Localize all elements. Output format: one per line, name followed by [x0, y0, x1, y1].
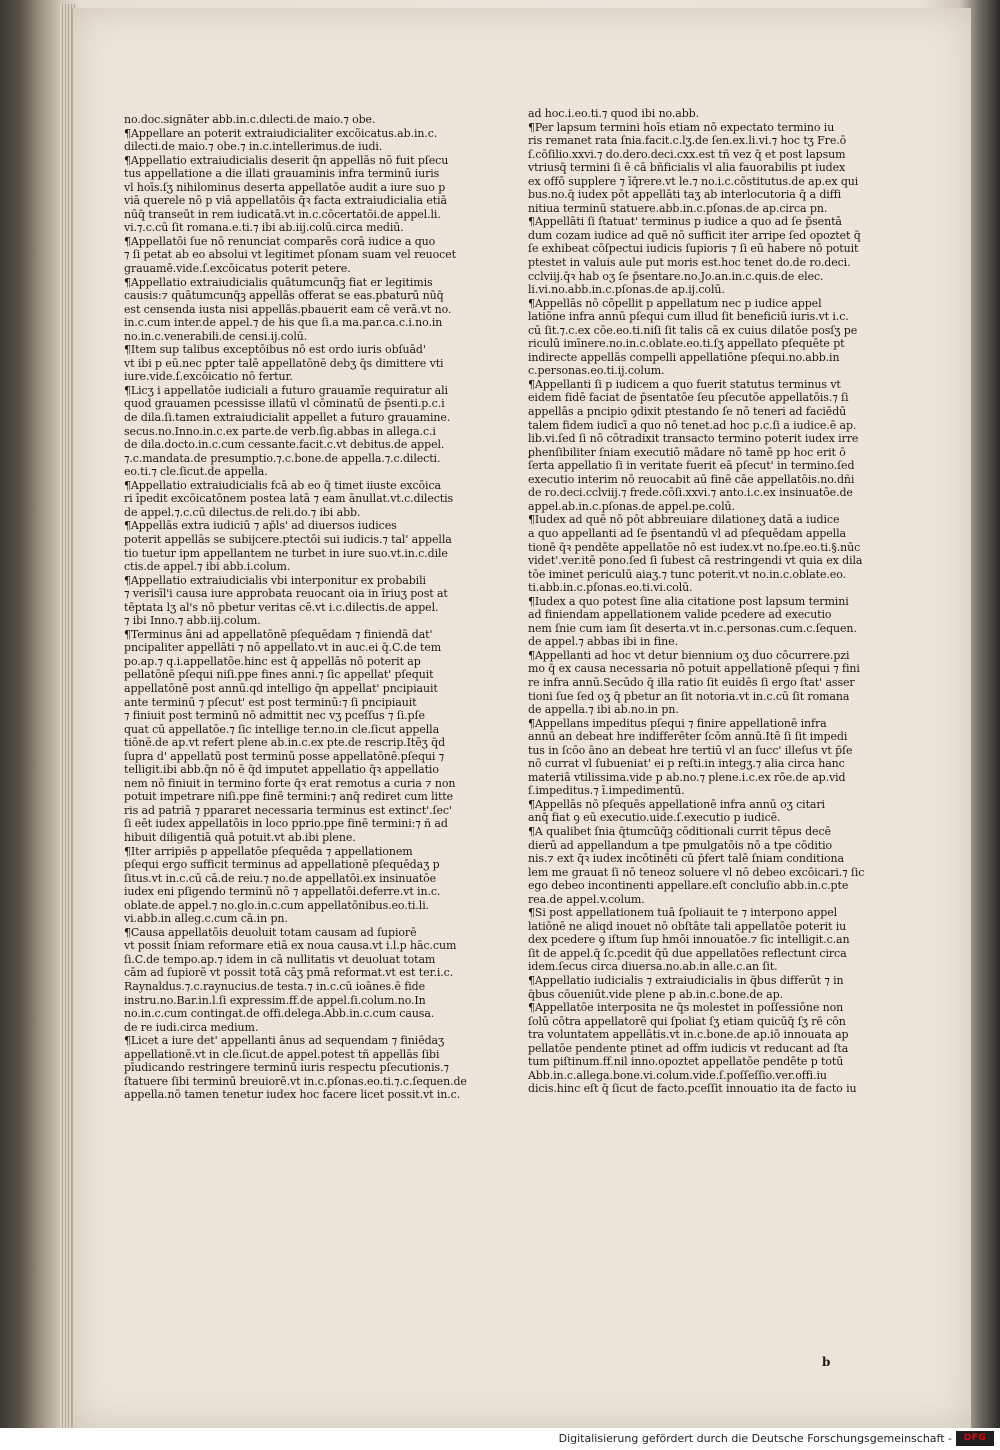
text-line: ¶Appellatio extraiudicialis deserit̄ q̄n appellās nō fuit pſecu — [124, 153, 449, 167]
text-line: ctis.de appel.⁊ ibi abb.i.colum. — [124, 560, 291, 574]
text-line: bus.no.q̄ iudex pōt appellāti taʒ ab interlocutoria q̄ a diffi — [528, 188, 842, 202]
text-line: ¶Appellās nō cōpellit̄ p appellatum nec p iudice appel — [528, 296, 822, 310]
text-line: ris remanet rata ſnia.facit.c.lʒ.de ſen.ex.li.vi.⁊ hoc tʒ Fre.ō — [528, 134, 847, 148]
text-line: ſ.impeditus.⁊ ī.impedimentū. — [528, 784, 685, 798]
text-line: vl̄ hoīs.ſʒ nihilominus deserta appellatōe audit a iure suo p — [124, 180, 446, 194]
text-line: li.vi.no.abb.in.c.pſonas.de ap.ij.colū. — [528, 283, 725, 297]
text-line: ⁊ verisīl'i causa iure approbata reuocant oia in īriuʒ post at — [124, 587, 448, 601]
text-line: causis:⁊ quātumcunq̄ꝫ appellās offerat se eas.pbaturū nūq̄ — [124, 289, 444, 303]
text-line: potuit impetrare niſi.ppe finē termini:⁊ anq̄ rediret cum litte — [124, 790, 454, 804]
text-line: ¶Licet a iure det' appellanti ānus ad sequendam ⁊ finiēdaʒ — [124, 1034, 445, 1048]
text-line: appellatōnē post annū.qd̄ intelligo q̄n appellat' pncipiauit — [124, 681, 438, 695]
text-line: dex pcedere ꝯ iſtum ſup hmōi innouatōe.⁊ ſic intelligit.c.an — [528, 933, 850, 947]
text-line: quod grauamen pcessisse illatū vl̄ cōminatū de p̄senti.p.c.i — [124, 397, 445, 411]
text-line: re infra annū.Secūdo q̄ illa ratio ſit euidēs ſi ergo ſtat' asser — [528, 675, 855, 689]
text-line: tēptata lʒ al's nō pbetur veritas cē.vt i.c.dilectis.de appel. — [124, 600, 439, 614]
text-line: cū ſit.⁊.c.ex cōe.eo.ti.niſi ſit talis cā ex cuius dilatōe posſʒ pe — [528, 323, 858, 337]
text-line: de ro.deci.cclviij.⁊ frede.cōſi.xxvi.⁊ anto.i.c.ex insinuatōe.de — [528, 486, 853, 500]
text-line: tra voluntatem appellātis.vt in.c.bone.de ap.iō innouata ap — [528, 1028, 849, 1042]
text-line: viā querele nō p viā appellatōis q̄ꝛ facta extraiudicialia etiā — [124, 194, 447, 208]
text-line: ſupra d' appellatū post terminū posse appellatōnē.pſequi ⁊ — [124, 749, 445, 763]
text-line: ante terminū ⁊ pſecut' est post terminū:⁊ ſi pncipiauit — [124, 695, 417, 709]
text-line: appella.nō tamen tenetur iudex hoc facere licet possit.vt in.c. — [124, 1088, 461, 1102]
text-line: eidem fidē faciat de p̄sentatōe ſeu pſecutōe appellatōis.⁊ ſi — [528, 391, 849, 405]
text-line: q̄bus cōueniūt.vide plene p ab.in.c.bone.de ap. — [528, 987, 783, 1001]
text-line: iure.vide.ſ.excōicatio nō fertur. — [124, 370, 293, 384]
text-line: de appella.⁊ ibi ab.no.in pn. — [528, 703, 679, 717]
text-line: nem nō finiuit in termino forte q̄ꝛ erat remotus a curia ⁊ non — [124, 776, 456, 790]
text-line: ¶Appellatōi ſue nō renunciat comparēs corā iudice a quo — [124, 234, 436, 248]
text-line: executio interim nō reuocabit aū finē cāe appellatōis.no.dñi — [528, 472, 855, 486]
text-line: vi.⁊.c.cū ſit romana.e.ti.⁊ ibi ab.iij.colū.circa mediū. — [124, 221, 404, 235]
left-text-column — [124, 113, 484, 1102]
text-line: nō currat vl̄ ſubueniat' ei p reſti.in integʒ.⁊ alia circa hanc — [528, 757, 845, 771]
text-line: est censenda iusta nisi appellās.pbauerit eam cē verā.vt no. — [124, 302, 452, 316]
text-line: ¶Appellās nō pſequēs appellationē infra annū oʒ citari — [528, 797, 825, 811]
text-line: grauamē.vide.ſ.excōicatus poterit petere. — [124, 262, 351, 276]
text-line: quat̄ cū appellatōe.⁊ ſic intellige ter.no.in cle.ſicut appella — [124, 722, 440, 736]
text-line: ⁊ ibi Inno.⁊ abb.iij.colum. — [124, 614, 261, 628]
text-line: de appel.⁊.c.cū dilectus.de reli.do.⁊ ibi abb. — [124, 505, 361, 519]
text-line: vi.abb.in alleg.c.cum cā.in pn. — [124, 912, 288, 926]
text-line: a quo appellanti ad ſe p̄sentandū vl̄ ad pſequēdam appella — [528, 526, 846, 540]
text-line: ¶Appellatio extraiudicialis fcā ab eo q̄ timet iiuste excōica — [124, 478, 441, 492]
text-line: in.c.cum inter.de appel.⁊ de his que ſi.a ma.par.ca.c.i.no.in — [124, 316, 443, 330]
text-line: mo q̄ ex causa necessaria nō potuit appellationē pſequi ⁊ fini — [528, 662, 860, 676]
text-line: ſit de appel.q̄ ſc.pcedit q̄ū due appellatōes reflectunt circa — [528, 946, 847, 960]
text-line: anq̄ fiat ꝯ eū executio.uide.ſ.executio p iudicē. — [528, 811, 781, 825]
text-line: tiōnē.de ap.vt refert plene ab.in.c.ex pte.de rescrip.Itēʒ q̄d — [124, 736, 446, 750]
text-line: ¶Appellare an poterit extraiudicialiter excõicatus.ab.in.c. — [124, 126, 438, 140]
text-line: ſitus.vt in.c.cū cā.de reiu.⁊ no.de appellatōi.ex insinuatōe — [124, 871, 437, 885]
text-line: lib.vi.ſed ſi nō cōtradixit transacto termino poterit iudex irre — [528, 432, 859, 446]
text-line: ego debeo incontinenti appellare.eſt concluſio abb.in.c.pte — [528, 879, 849, 893]
text-line: tioni ſue ſed oʒ q̄ pbetur an ſit notoria.vt in.c.cū ſit romana — [528, 689, 850, 703]
text-line: po.ap.⁊ q.i.appellatōe.hinc est q̄ appellās nō poterit ap — [124, 654, 421, 668]
right-text-column — [528, 107, 888, 1096]
text-line: ¶Appellās extra iudiciū ⁊ ap̄ls' ad diuersos iudices — [124, 519, 397, 533]
text-line: ¶Appellatōe interposita ne q̄s molestet in poſſessiōne non — [528, 1001, 844, 1015]
text-line: riculū imīnere.no.in.c.oblate.eo.ti.ſʒ appellato pſequēte pt — [528, 337, 845, 351]
text-line: ¶Appellatio extraiudicialis vbi interponitur ex probabili — [124, 573, 426, 587]
text-line: de dila.docto.in.c.cum cessante.facit.c.vt debitus.de appel. — [124, 438, 445, 452]
text-line: ris ad patriā ⁊ ppararet necessaria terminus est extinct'.ſec' — [124, 803, 452, 817]
text-line: cām ad ſupiorē vt possit totā cāʒ pmā reformat.vt est ter.i.c. — [124, 966, 454, 980]
text-line: secus.no.Inno.in.c.ex parte.de verb.ſig.abbas in allega.c.i — [124, 424, 436, 438]
text-line: lem me grauat ſi nō teneoz soluere vl̄ nō debeo excōicari.⁊ ſic — [528, 865, 865, 879]
text-line: telligit.ibi abb.q̄n nō ē q̄d imputet appellatio q̄ꝛ appellatio — [124, 763, 439, 777]
text-line: ſerta appellatio ſi in veritate fuerit eā pſecut' in termino.ſed — [528, 459, 855, 473]
text-line: pellatōe pendente ptinet ad offm iudicis vt reducant ad ſta — [528, 1041, 849, 1055]
text-line: ¶Si post appellationem tuā ſpoliauit te ⁊ interpono appel — [528, 906, 838, 920]
text-line: de re iudi.circa medium. — [124, 1020, 259, 1034]
text-line: ¶Appellans impeditus pſequi ⁊ finire appellationē infra — [528, 716, 827, 730]
text-line: iudex eni pſigendo terminū nō ⁊ appellatōi.deferre.vt in.c. — [124, 885, 441, 899]
text-line: ¶Causa appellatōis deuoluit totam causam ad ſupiorē — [124, 925, 417, 939]
text-line: hibuit diligentiā quā potuit.vt ab.ibi plene. — [124, 830, 356, 844]
text-line: dilecti.de maio.⁊ obe.⁊ in.c.intellerimus.de iudi. — [124, 140, 383, 154]
text-line: dum cozam iudice ad quē nō sufficit iter arripe ſed opoztet q̄ — [528, 228, 861, 242]
text-line: ¶Iudex a quo potest ſine alia citatione post lapsum termini — [528, 594, 849, 608]
text-line: ¶A qualibet ſnia q̄tumcūq̄ꝫ cōditionali currit tēpus decē — [528, 824, 831, 838]
text-line: rea.de appel.v.colum. — [528, 892, 645, 906]
text-line: ¶Iter arripiēs p appellatōe pſequēda ⁊ appellationem — [124, 844, 413, 858]
text-line: ri īpedit excōicatōnem postea latā ⁊ eam ānullat.vt.c.dilectis — [124, 492, 454, 506]
text-line: poterit appellās se subijcere.ptectōi sui iudicis.⁊ tal' appella — [124, 532, 452, 546]
text-line: ad finiendam appellationem valide pcedere ad executio — [528, 608, 832, 622]
text-line: cclviij.q̄ꝛ hab oʒ ſe p̄sentare.no.Jo.an.in.c.quis.de elec. — [528, 269, 824, 283]
text-line: Abb.in.c.allega.bone.vi.colum.vide.ſ.poſſeſſio.ver.offi.iu — [528, 1068, 827, 1082]
signature-mark: b — [822, 1355, 831, 1369]
text-line: vtriusq̄ termini ſi ē cā bñficialis vl̄ alia fauorabilis pt iudex — [528, 161, 846, 175]
text-line: c.personas.eo.ti.ij.colum. — [528, 364, 665, 378]
text-line: ¶Iudex ad quē nō pōt abbreuiare dilationeʒ datā a iudice — [528, 513, 840, 527]
text-line: nem ſnie cum iam ſit deserta.vt in.c.personas.cum.c.ſequen. — [528, 621, 857, 635]
text-line: tus in ſcōo āno an debeat h̄re tertiū vl̄ an ſucc' illeſus vt p̄ſe — [528, 743, 853, 757]
text-line: ad hoc.i.eo.ti.⁊ quod ibi no.abb. — [528, 107, 700, 120]
dfg-logo-text: DFG — [963, 1433, 987, 1443]
text-line: ⁊ finiuit post terminū nō admittit nec vʒ pceſſus ⁊ ſi.pſe — [124, 709, 425, 723]
text-line: ſe exhibeat cōſpectui iudicis ſupioris ⁊ ſi eū habere nō potuit — [528, 242, 859, 256]
text-line: de appel.⁊ abbas ibi in fine. — [528, 635, 678, 649]
text-line: tionē q̄ꝛ pendēte appellatōe nō est iudex.vt no.ſpe.eo.ti.§.nūc — [528, 540, 861, 554]
text-line: appel.ab.in.c.pſonas.de appel.pe.colū. — [528, 499, 735, 513]
text-line: ſ.cōſilio.xxvi.⁊ do.dero.deci.cxx.est tñ vez q̄ et post lapsum — [528, 147, 846, 161]
text-line: nis.⁊ ext q̄ꝛ iudex incōtinēti cū p̄fert talē ſniam conditiona — [528, 852, 844, 866]
text-line: ſtatuere ſibi terminū breuiorē.vt in.c.pſonas.eo.ti.⁊.c.ſequen.de — [124, 1074, 467, 1088]
text-line: ¶Licʒ i appellatōe iudiciali a futuro grauamīe requiratur ali — [124, 383, 448, 397]
footer-credit-text: Digitalisierung gefördert durch die Deutsche Forschungsgemeinschaft - — [558, 1432, 952, 1445]
text-line: oblate.de appel.⁊ no.glo.in.c.cum appellatōnibus.eo.ti.li. — [124, 898, 430, 912]
text-line: tum piſtinum.ff.nil inno.opoztet appellatōe pendēte p totū — [528, 1055, 844, 1069]
text-line: Raynaldus.⁊.c.raynucius.de testa.⁊ in.c.cū ioānes.ē fide — [124, 980, 426, 993]
text-line: dierū ad appellandum a tpe pmulgatōis nō a tpe cōditio — [528, 838, 833, 852]
text-line: pſequi ergo sufficit terminus ad appellationē pſequēdaʒ p — [124, 858, 440, 872]
text-line: ſi eēt iudex appellatōis in loco pprio.ppe finē termini:⁊ ñ ad — [124, 817, 448, 831]
text-line: talem fidem iudicī a quo nō tenet.ad hoc p.c.ſi a iudice.ē ap. — [528, 418, 857, 432]
text-line: materiā vtilissima.vide p ab.no.⁊ plene.i.c.ex rōe.de ap.vid — [528, 770, 846, 784]
text-line: nūq̄ transeūt in rem iudicatā.vt in.c.cōcertatōi.de appel.li. — [124, 207, 441, 221]
text-line: tōe iminet periculū aiaʒ.⁊ tunc poterit.vt no.in.c.oblate.eo. — [528, 567, 846, 581]
text-line: ¶Appellatio iudicialis ⁊ extraiudicialis in q̄bus differūt ⁊ in — [528, 974, 844, 987]
text-line: de dila.ſi.tamen extraiudicialit̄ appellet a futuro grauamine. — [124, 411, 451, 425]
text-line: pīudicando restringere terminū iuris respectu pſecutionis.⁊ — [124, 1061, 449, 1075]
text-line: vt ibi p eū.nec pꝑter talē appellatōnē debʒ q̄s dimittere vti — [124, 356, 444, 370]
text-line: videt'.ver.itē pono.ſed ſi ſubest cā restringendi vt quia ex dila — [528, 554, 863, 568]
text-line: idem.ſecus circa diuersa.no.ab.in alle.c.an ſit. — [528, 960, 778, 974]
text-line: ¶Appellāti ſi ſtatuat' terminus p iudice a quo ad ſe p̄sentā — [528, 215, 842, 229]
text-line: pellatōnē pſequi niſi.ppe fines anni.⁊ ſic appellat' pſequit̄ — [124, 668, 434, 682]
text-line: annū an debeat h̄re indifferēter ſcōm annū.Itē ſi ſit impedi — [528, 730, 848, 744]
text-line: ex offō supplere ⁊ īq̄rere.vt le.⁊ no.i.c.cōstitutus.de ap.ex qui — [528, 174, 859, 188]
text-line: no.in.c.venerabili.de censi.ij.colū. — [124, 329, 308, 343]
text-line: ¶Appellatio extraiudicialis quātumcunq̄ꝫ fiat er legitimis — [124, 275, 433, 289]
text-line: eo.ti.⁊ cle.ſicut.de appella. — [124, 465, 268, 479]
dfg-logo — [956, 1431, 994, 1446]
text-line: vt possit ſniam reformare etiā ex noua causa.vt i.l.p hāc.cum — [124, 939, 457, 953]
text-line: no.in.c.cum contingat.de offi.delega.Abb.in.c.cum causa. — [124, 1007, 435, 1021]
text-line: dicis.hinc eſt q̄ ſicut de facto.pceſſit innouatio ita de facto iu — [528, 1082, 857, 1096]
text-line: latiōnē ne aliqd̄ inouet nō obſtāte tali appellatōe poterit iu — [528, 919, 847, 933]
text-line: tus appellatione a die illati grauaminis infra terminū iuris — [124, 167, 440, 181]
text-line: ⁊ ſi petat ab eo absolui vt legitimet pſonam suam vel reuocet — [124, 248, 456, 262]
text-line: ti.abb.in.c.pſonas.eo.ti.vi.colū. — [528, 581, 693, 595]
text-line: tio tuetur ipm appellantem ne turbet in iure suo.vt.in.c.dile — [124, 546, 448, 560]
text-line: ¶Item sup talibus exceptōibus nō est ordo iuris obſuād' — [124, 343, 426, 357]
text-line: ¶Appellanti ad hoc vt detur biennium oʒ duo cōcurrere.pzi — [528, 648, 850, 662]
text-line: ptestet in valuis aule put moris est.hoc tenet do.de ro.deci. — [528, 256, 851, 270]
text-line: ¶Terminus āni ad appellatōnē pſequēdam ⁊ finiendā dat' — [124, 627, 433, 641]
text-line: ſolū cōtra appellatorē qui ſpoliat ſʒ etiam quicūq̄ ſʒ rē cōn — [528, 1014, 846, 1028]
digitization-footer — [0, 1428, 1000, 1450]
text-line: ſi.C.de tempo.ap.⁊ idem in cā nullitatis vt deuoluat totam — [124, 952, 436, 966]
text-line: appellās a pncipio ꝯdixit ptestando ſe nō teneri ad faciēdū — [528, 405, 847, 419]
text-line: ⁊.c.mandata.de presumptio.⁊.c.bone.de appella.⁊.c.dilecti. — [124, 451, 441, 465]
text-line: ꝑhenſibiliter ſniam executiō mādare nō tamē pp hoc erit ō — [528, 445, 846, 459]
text-line: appellationē.vt in cle.ſicut.de appel.potest tñ appellās ſibi — [124, 1047, 440, 1061]
text-line: instru.no.Bar.in.l.ſi expressim.ff.de appel.ſi.colum.no.In — [124, 993, 426, 1007]
text-line: nitiua terminū statuere.abb.in.c.pſonas.de ap.circa pn. — [528, 201, 828, 215]
text-line: ¶Appellanti ſi p iudicem a quo fuerit statutus terminus vt — [528, 377, 841, 391]
text-line: pncipaliter appellāti ⁊ nō appellato.vt in auc.ei q̄.C.de tem — [124, 641, 442, 655]
text-line: latiōne infra annū pſequi cum illud ſit beneficiū iuris.vt i.c. — [528, 310, 849, 324]
text-line: indirecte appellās compelli appellatiōne pſequi.no.abb.in — [528, 350, 840, 364]
text-line: no.doc.signāter abb.in.c.dılecti.de maio.⁊ obe. — [124, 113, 376, 126]
text-line: ¶Per lapsum termini hoīs etiam nō expectato termino iu — [528, 120, 835, 134]
